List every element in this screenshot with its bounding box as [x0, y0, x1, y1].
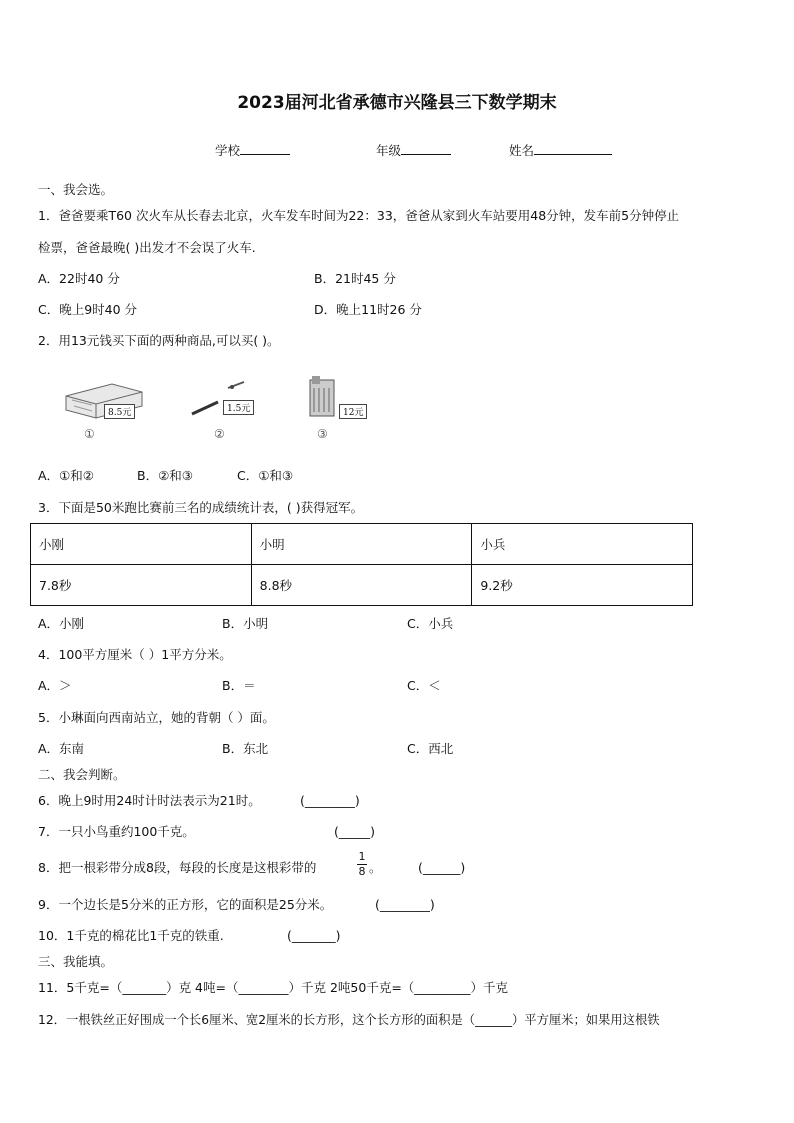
q7-stem: 7．一只小鸟重约100千克。 — [38, 824, 195, 839]
q1-line1: 1．爸爸要乘T60 次火车从长春去北京，火车发车时间为22：33，爸爸从家到火车站要用48分钟，发车前5分钟停止 — [38, 208, 680, 223]
grade-blank[interactable] — [401, 142, 451, 155]
q6-stem: 6．晚上9时用24时计时法表示为21时。 — [38, 793, 261, 808]
school-field — [215, 142, 290, 159]
section-heading-3: 三、我能填。 — [38, 954, 114, 969]
name-blank[interactable] — [534, 142, 612, 155]
table-cell: 小刚 — [31, 524, 252, 565]
q1-option-c[interactable]: C．晚上9时40 分 — [38, 302, 138, 317]
grade-label: 年级 — [376, 143, 402, 158]
fraction-denominator: 8 — [358, 865, 366, 878]
q2-option-a[interactable]: A．①和② — [38, 468, 94, 483]
table-row — [31, 524, 693, 565]
item-label-1: ① — [84, 427, 95, 441]
q2-option-c[interactable]: C．①和③ — [237, 468, 294, 483]
q1-option-b[interactable]: B．21时45 分 — [314, 271, 396, 286]
q5-option-b[interactable]: B．东北 — [222, 741, 269, 756]
section-heading-1: 一、我会选。 — [38, 182, 114, 197]
name-field — [509, 142, 612, 159]
item-label-3: ③ — [317, 427, 328, 441]
table-cell: 小兵 — [472, 524, 693, 565]
price-tag-3: 12元 — [339, 404, 367, 419]
q3-option-c[interactable]: C．小兵 — [407, 616, 454, 631]
price-tag-2: 1.5元 — [223, 400, 254, 415]
q1-option-a[interactable]: A．22时40 分 — [38, 271, 120, 286]
q5-stem: 5．小琳面向西南站立，她的背朝（ ）面。 — [38, 710, 275, 725]
q2-stem: 2．用13元钱买下面的两种商品,可以买( )。 — [38, 333, 280, 348]
q4-option-c[interactable]: C．＜ — [407, 678, 441, 693]
q7-answer-blank[interactable]: (_____) — [334, 824, 376, 839]
q4-option-a[interactable]: A．＞ — [38, 678, 72, 693]
page-title: 2023届河北省承德市兴隆县三下数学期末 — [237, 93, 557, 113]
q8-answer-blank[interactable]: (______) — [418, 860, 466, 875]
grade-field — [376, 142, 451, 159]
table-cell: 9.2秒 — [472, 565, 693, 606]
q3-stem: 3．下面是50米跑比赛前三名的成绩统计表，( )获得冠军。 — [38, 500, 364, 515]
school-label: 学校 — [215, 143, 241, 158]
q3-option-b[interactable]: B．小明 — [222, 616, 269, 631]
q4-stem: 4．100平方厘米（ ）1平方分米。 — [38, 647, 232, 662]
item-label-2: ② — [214, 427, 225, 441]
q1-line2: 检票，爸爸最晚( )出发才不会误了火车. — [38, 240, 256, 255]
q11-text[interactable]: 11．5千克=（_______）克 4吨=（________）千克 2吨50千克=（_________）千克 — [38, 980, 509, 995]
fraction-numerator: 1 — [358, 850, 366, 863]
table-cell: 7.8秒 — [31, 565, 252, 606]
name-label: 姓名 — [509, 143, 535, 158]
section-heading-2: 二、我会判断。 — [38, 767, 126, 782]
table-cell: 小明 — [251, 524, 472, 565]
school-blank[interactable] — [240, 142, 290, 155]
q2-option-b[interactable]: B．②和③ — [137, 468, 193, 483]
q5-option-a[interactable]: A．东南 — [38, 741, 85, 756]
q10-answer-blank[interactable]: (_______) — [287, 928, 341, 943]
q10-stem: 10．1千克的棉花比1千克的铁重. — [38, 928, 224, 943]
q6-answer-blank[interactable]: (________) — [300, 793, 360, 808]
q8-fraction — [356, 851, 368, 878]
price-tag-1: 8.5元 — [104, 404, 135, 419]
q9-answer-blank[interactable]: (________) — [375, 897, 435, 912]
table-row — [31, 565, 693, 606]
q3-option-a[interactable]: A．小刚 — [38, 616, 85, 631]
q12-text[interactable]: 12．一根铁丝正好围成一个长6厘米、宽2厘米的长方形，这个长方形的面积是（______）平方厘米；如果用这根铁 — [38, 1013, 660, 1027]
table-cell: 8.8秒 — [251, 565, 472, 606]
q8-stem: 8．把一根彩带分成8段，每段的长度是这根彩带的 — [38, 860, 317, 875]
q1-option-d[interactable]: D．晚上11时26 分 — [314, 302, 422, 317]
q4-option-b[interactable]: B．＝ — [222, 678, 256, 693]
q5-option-c[interactable]: C．西北 — [407, 741, 454, 756]
q8-tail: 。 — [369, 860, 382, 875]
results-table — [30, 523, 693, 606]
q9-stem: 9．一个边长是5分米的正方形，它的面积是25分米。 — [38, 897, 333, 912]
